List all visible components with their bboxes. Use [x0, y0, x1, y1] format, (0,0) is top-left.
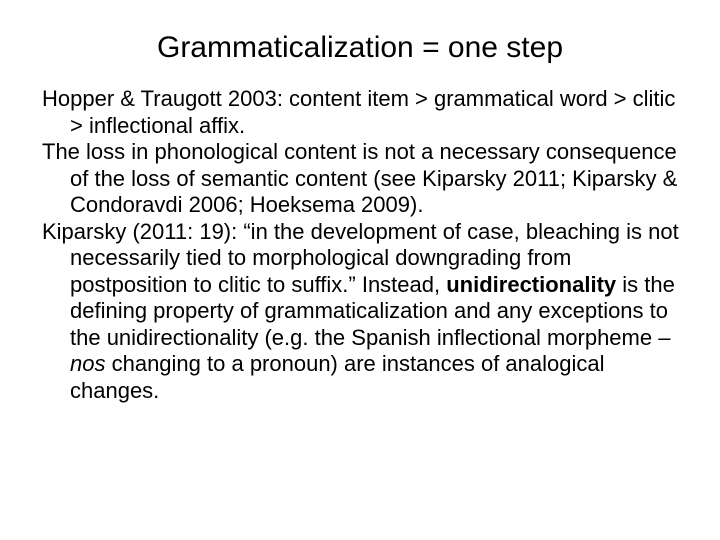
bullet-text: The loss in phonological content is not a necessary consequence of the loss of semantic content (see Kiparsky 2011; Kiparsky & Condoravdi 2006; Hoeksema 2009). — [42, 139, 678, 217]
italic-term: –nos — [70, 324, 671, 376]
bullet-phonological-loss — [42, 139, 692, 219]
bullet-hopper-traugott — [42, 86, 692, 139]
bullet-text-part: Kiparsky (2011: 19): “in the development of case, bleaching is not necessarily tied to morphological downgrading from postposition to clitic to suffix.” Instead, — [42, 218, 679, 297]
bullet-text-part: is the defining property of grammaticalization and any exceptions to the unidirectionality (e.g. the Spanish inflectional morpheme — [70, 271, 675, 350]
bullet-text-part: changing to a pronoun) are instances of analogical changes. — [70, 351, 605, 403]
slide-title: Grammaticalization = one step — [156, 31, 564, 64]
bullet-text: Hopper & Traugott 2003: content item > grammatical word > clitic > inflectional affix. — [42, 86, 676, 138]
bold-term: unidirectionality — [446, 271, 617, 297]
bullet-kiparsky-quote — [42, 219, 692, 405]
bullet-list — [42, 86, 692, 404]
